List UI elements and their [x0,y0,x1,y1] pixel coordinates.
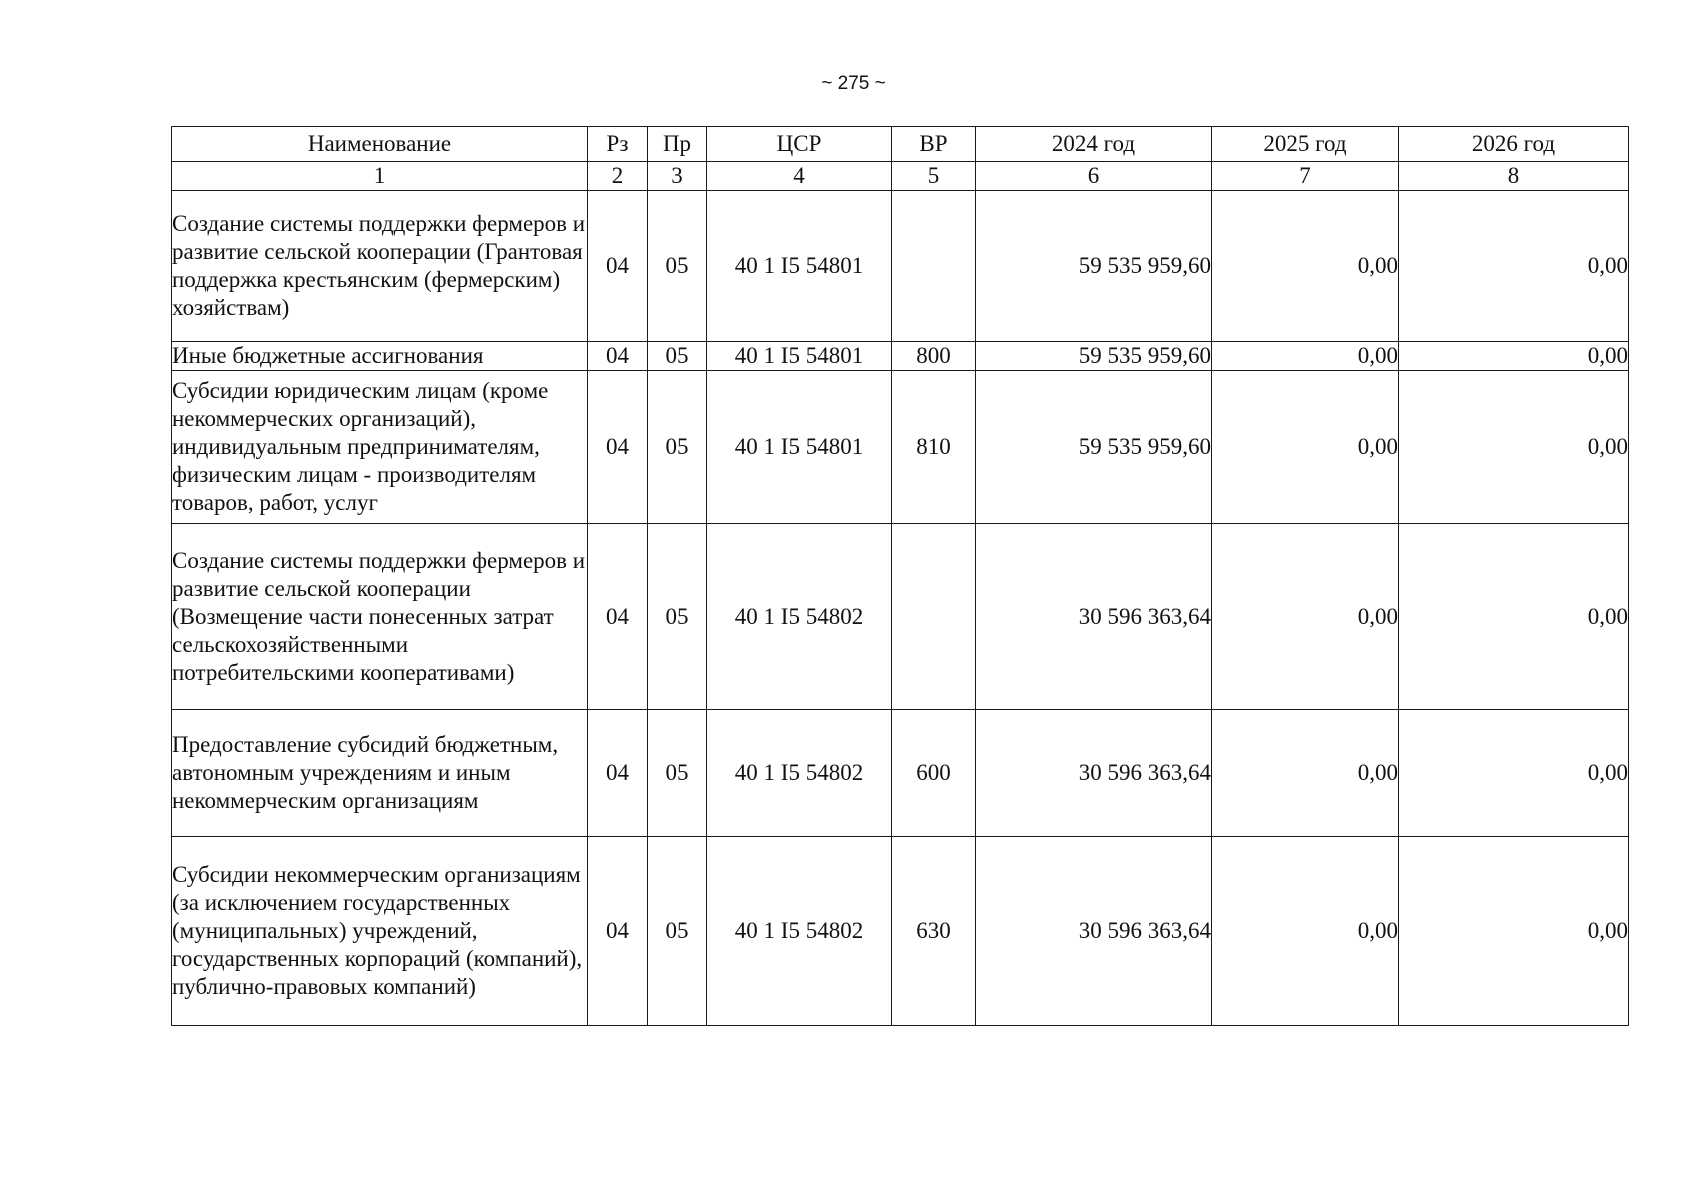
row-amount-2025: 0,00 [1212,837,1399,1026]
row-amount-2025: 0,00 [1212,342,1399,371]
header-vr: ВР [892,127,976,162]
table-row [172,342,1629,371]
row-csr: 40 1 I5 54802 [707,524,892,710]
row-amount-2024: 30 596 363,64 [976,837,1212,1026]
header-2026: 2026 год [1399,127,1629,162]
row-pr: 05 [648,837,707,1026]
row-vr: 810 [892,371,976,524]
header-pr: Пр [648,127,707,162]
row-amount-2025: 0,00 [1212,524,1399,710]
row-rz: 04 [588,342,648,371]
row-pr: 05 [648,710,707,837]
header-2025: 2025 год [1212,127,1399,162]
column-number: 3 [648,162,707,191]
row-csr: 40 1 I5 54802 [707,710,892,837]
column-number: 7 [1212,162,1399,191]
header-csr: ЦСР [707,127,892,162]
row-rz: 04 [588,191,648,342]
table-row [172,524,1629,710]
header-row [172,127,1629,162]
row-amount-2024: 59 535 959,60 [976,191,1212,342]
column-number: 2 [588,162,648,191]
row-amount-2024: 30 596 363,64 [976,710,1212,837]
row-vr: 800 [892,342,976,371]
header-name: Наименование [172,127,588,162]
row-rz: 04 [588,524,648,710]
row-csr: 40 1 I5 54801 [707,342,892,371]
row-pr: 05 [648,371,707,524]
column-number: 1 [172,162,588,191]
row-rz: 04 [588,371,648,524]
header-rz: Рз [588,127,648,162]
row-name: Субсидии юридическим лицам (кроме некоммерческих организаций), индивидуальным предпринимателям, физическим лицам - производителям товаров, работ, услуг [172,371,588,524]
row-name: Предоставление субсидий бюджетным, автономным учреждениям и иным некоммерческим организациям [172,710,588,837]
row-vr [892,524,976,710]
header-2024: 2024 год [976,127,1212,162]
row-amount-2025: 0,00 [1212,371,1399,524]
column-number: 4 [707,162,892,191]
column-number-row [172,162,1629,191]
row-vr [892,191,976,342]
row-csr: 40 1 I5 54802 [707,837,892,1026]
row-pr: 05 [648,524,707,710]
table-row [172,837,1629,1026]
row-amount-2025: 0,00 [1212,191,1399,342]
row-amount-2026: 0,00 [1399,342,1629,371]
row-name: Иные бюджетные ассигнования [172,342,588,371]
row-name: Субсидии некоммерческим организациям (за исключением государственных (муниципальных) учреждений, государственных корпораций (компаний), публично-правовых компаний) [172,837,588,1026]
table-row [172,710,1629,837]
row-rz: 04 [588,837,648,1026]
row-amount-2026: 0,00 [1399,524,1629,710]
row-amount-2026: 0,00 [1399,710,1629,837]
budget-table [171,126,1629,1026]
row-amount-2026: 0,00 [1399,191,1629,342]
row-name: Создание системы поддержки фермеров и развитие сельской кооперации (Грантовая поддержка крестьянским (фермерским) хозяйствам) [172,191,588,342]
row-name: Создание системы поддержки фермеров и развитие сельской кооперации (Возмещение части понесенных затрат сельскохозяйственными потребительскими кооперативами) [172,524,588,710]
table-row [172,191,1629,342]
row-amount-2026: 0,00 [1399,371,1629,524]
row-pr: 05 [648,342,707,371]
row-csr: 40 1 I5 54801 [707,191,892,342]
column-number: 5 [892,162,976,191]
row-csr: 40 1 I5 54801 [707,371,892,524]
row-vr: 600 [892,710,976,837]
page-number: ~ 275 ~ [821,73,886,94]
row-vr: 630 [892,837,976,1026]
row-amount-2024: 30 596 363,64 [976,524,1212,710]
table-row [172,371,1629,524]
row-amount-2026: 0,00 [1399,837,1629,1026]
row-amount-2024: 59 535 959,60 [976,342,1212,371]
column-number: 8 [1399,162,1629,191]
row-amount-2025: 0,00 [1212,710,1399,837]
row-pr: 05 [648,191,707,342]
column-number: 6 [976,162,1212,191]
row-rz: 04 [588,710,648,837]
row-amount-2024: 59 535 959,60 [976,371,1212,524]
